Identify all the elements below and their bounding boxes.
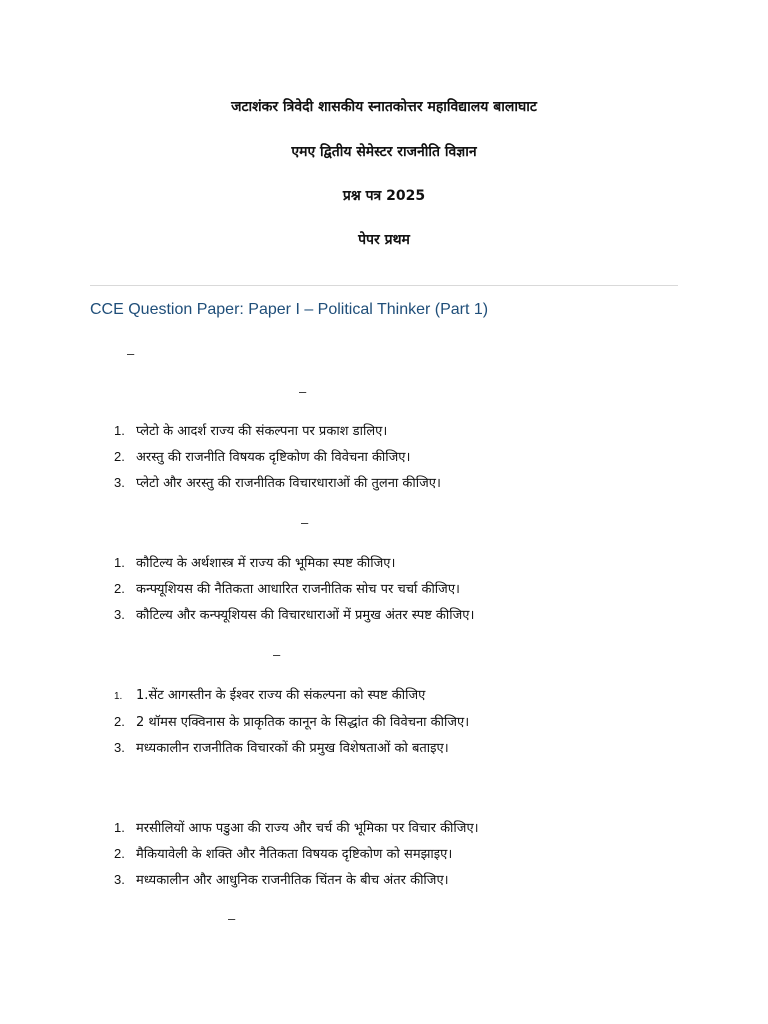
question-item — [108, 470, 441, 496]
horizontal-divider — [90, 285, 678, 286]
question-number: 3. — [114, 740, 125, 755]
question-number: 1. — [114, 820, 125, 835]
question-item — [108, 709, 469, 735]
question-number: 2. — [114, 581, 125, 596]
question-text: मध्यकालीन राजनीतिक विचारकों की प्रमुख विशेषताओं को बताइए। — [136, 741, 449, 756]
question-item — [108, 550, 474, 576]
paper-year: प्रश्न पत्र 2025 — [342, 188, 426, 204]
dash-marker: – — [301, 515, 309, 530]
course-title: एमए द्वितीय सेमेस्टर राजनीति विज्ञान — [291, 144, 477, 160]
section-heading: CCE Question Paper: Paper I – Political Thinker (Part 1) — [90, 301, 489, 318]
dash-marker: – — [228, 911, 236, 926]
question-text: कौटिल्य के अर्थशास्त्र में राज्य की भूमिका स्पष्ट कीजिए। — [136, 556, 396, 571]
question-item — [108, 815, 479, 841]
question-list — [108, 418, 441, 496]
question-text: मरसीलियों आफ पडुआ की राज्य और चर्च की भूमिका पर विचार कीजिए। — [136, 821, 479, 836]
question-item — [108, 418, 441, 444]
question-text: मध्यकालीन और आधुनिक राजनीतिक चिंतन के बीच अंतर कीजिए। — [136, 873, 449, 888]
question-text: प्लेटो और अरस्तु की राजनीतिक विचारधाराओं की तुलना कीजिए। — [136, 476, 441, 491]
question-number: 2. — [114, 449, 125, 464]
question-item — [108, 444, 441, 470]
question-item — [108, 602, 474, 628]
college-name: जटाशंकर त्रिवेदी शासकीय स्नातकोत्तर महाविद्यालय बालाघाट — [231, 99, 537, 115]
question-text: प्लेटो के आदर्श राज्य की संकल्पना पर प्रकाश डालिए। — [136, 424, 388, 439]
question-number: 1. — [114, 555, 125, 570]
question-item — [108, 576, 474, 602]
question-number: 3. — [114, 872, 125, 887]
question-text: 1.सेंट आगस्तीन के ईश्वर राज्य की संकल्पना को स्पष्ट कीजिए — [136, 688, 426, 703]
question-text: कौटिल्य और कन्फ्यूशियस की विचारधाराओं में प्रमुख अंतर स्पष्ट कीजिए। — [136, 608, 475, 623]
question-number: 2. — [114, 846, 125, 861]
question-number: 1. — [114, 423, 125, 438]
dash-marker: – — [299, 384, 307, 399]
question-number: 3. — [114, 475, 125, 490]
question-item — [108, 683, 469, 709]
question-item — [108, 841, 479, 867]
question-list — [108, 815, 479, 893]
dash-marker: – — [273, 647, 281, 662]
question-number: 2. — [114, 714, 125, 729]
question-item — [108, 867, 479, 893]
question-item — [108, 735, 469, 761]
dash-marker: – — [127, 346, 135, 361]
question-text: मैकियावेली के शक्ति और नैतिकता विषयक दृष्टिकोण को समझाइए। — [136, 847, 453, 862]
question-text: 2 थॉमस एक्विनास के प्राकृतिक कानून के सिद्धांत की विवेचना कीजिए। — [136, 715, 470, 730]
question-text: अरस्तु की राजनीति विषयक दृष्टिकोण की विवेचना कीजिए। — [136, 450, 411, 465]
question-text: कन्फ्यूशियस की नैतिकता आधारित राजनीतिक सोच पर चर्चा कीजिए। — [136, 582, 460, 597]
question-list — [108, 550, 474, 628]
question-number: 1. — [114, 691, 123, 702]
question-number: 3. — [114, 607, 125, 622]
paper-name: पेपर प्रथम — [358, 232, 410, 248]
question-list — [108, 683, 469, 761]
